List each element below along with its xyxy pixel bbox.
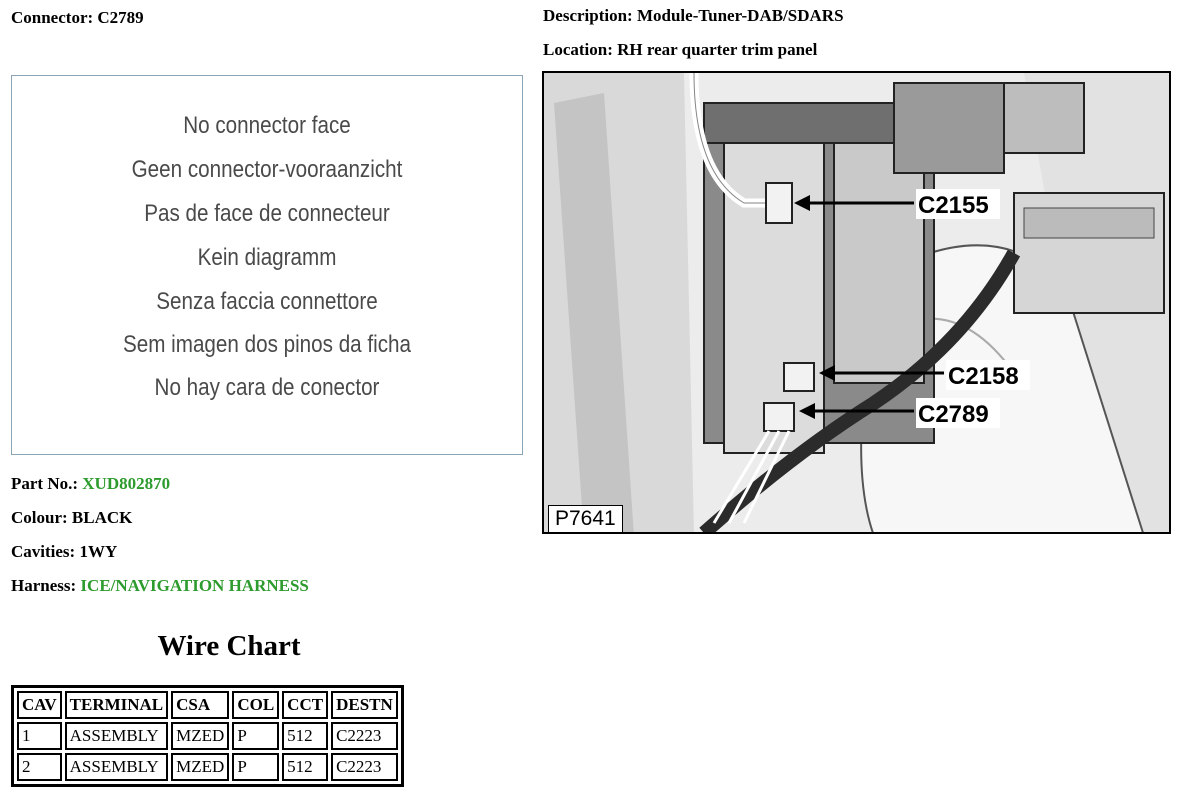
wire-chart-table [11,685,404,787]
colour [11,508,132,528]
table-cell: MZED [171,722,229,750]
header-csa: CSA [171,691,229,719]
connector-title [11,8,144,28]
table-cell: 512 [282,753,328,781]
no-face-line: No connector face [183,112,351,139]
table-cell: 1 [17,722,62,750]
table-cell: P [232,753,279,781]
header-cct: CCT [282,691,328,719]
no-face-line: No hay cara de conector [154,374,380,401]
table-cell: 512 [282,722,328,750]
table-cell: P [232,722,279,750]
location-photo [542,71,1171,534]
header-cav: CAV [17,691,62,719]
table-cell: C2223 [331,753,398,781]
part-number [11,474,170,494]
callout-c2789: C2789 [918,401,989,428]
part-number-label: Part No.: [11,474,79,493]
harness [11,576,309,596]
callout-c2155: C2155 [918,192,989,219]
table-cell: C2223 [331,722,398,750]
table-row [17,753,398,781]
location-label: Location: [543,40,613,59]
table-cell: MZED [171,753,229,781]
part-number-link[interactable]: XUD802870 [82,474,171,493]
header-destn: DESTN [331,691,398,719]
wire-chart-title: Wire Chart [157,630,301,662]
no-face-line: Senza faccia connettore [156,288,378,315]
table-cell: 2 [17,753,62,781]
description [543,6,844,26]
cavities-value: 1WY [79,542,118,561]
image-id-label: P7641 [548,505,623,533]
colour-value: BLACK [71,508,133,527]
no-face-line: Geen connector-vooraanzicht [131,156,403,183]
cavities [11,542,117,562]
connector-value: C2789 [97,8,144,27]
header-terminal: TERMINAL [65,691,169,719]
no-face-line: Pas de face de connecteur [144,200,390,227]
connector-face-panel [11,75,523,455]
no-face-line: Sem imagen dos pinos da ficha [123,331,411,358]
header-col: COL [232,691,279,719]
harness-link[interactable]: ICE/NAVIGATION HARNESS [80,576,309,595]
colour-label: Colour: [11,508,68,527]
table-cell: ASSEMBLY [65,722,169,750]
description-label: Description: [543,6,633,25]
cavities-label: Cavities: [11,542,76,561]
table-header-row [17,691,398,719]
table-row [17,722,398,750]
connector-label: Connector: [11,8,94,27]
harness-label: Harness: [11,576,77,595]
no-face-line: Kein diagramm [197,244,337,271]
location [543,40,817,60]
location-value: RH rear quarter trim panel [617,40,818,59]
location-illustration [544,73,1171,534]
description-value: Module-Tuner-DAB/SDARS [636,6,844,25]
callout-c2158: C2158 [948,363,1019,390]
table-cell: ASSEMBLY [65,753,169,781]
